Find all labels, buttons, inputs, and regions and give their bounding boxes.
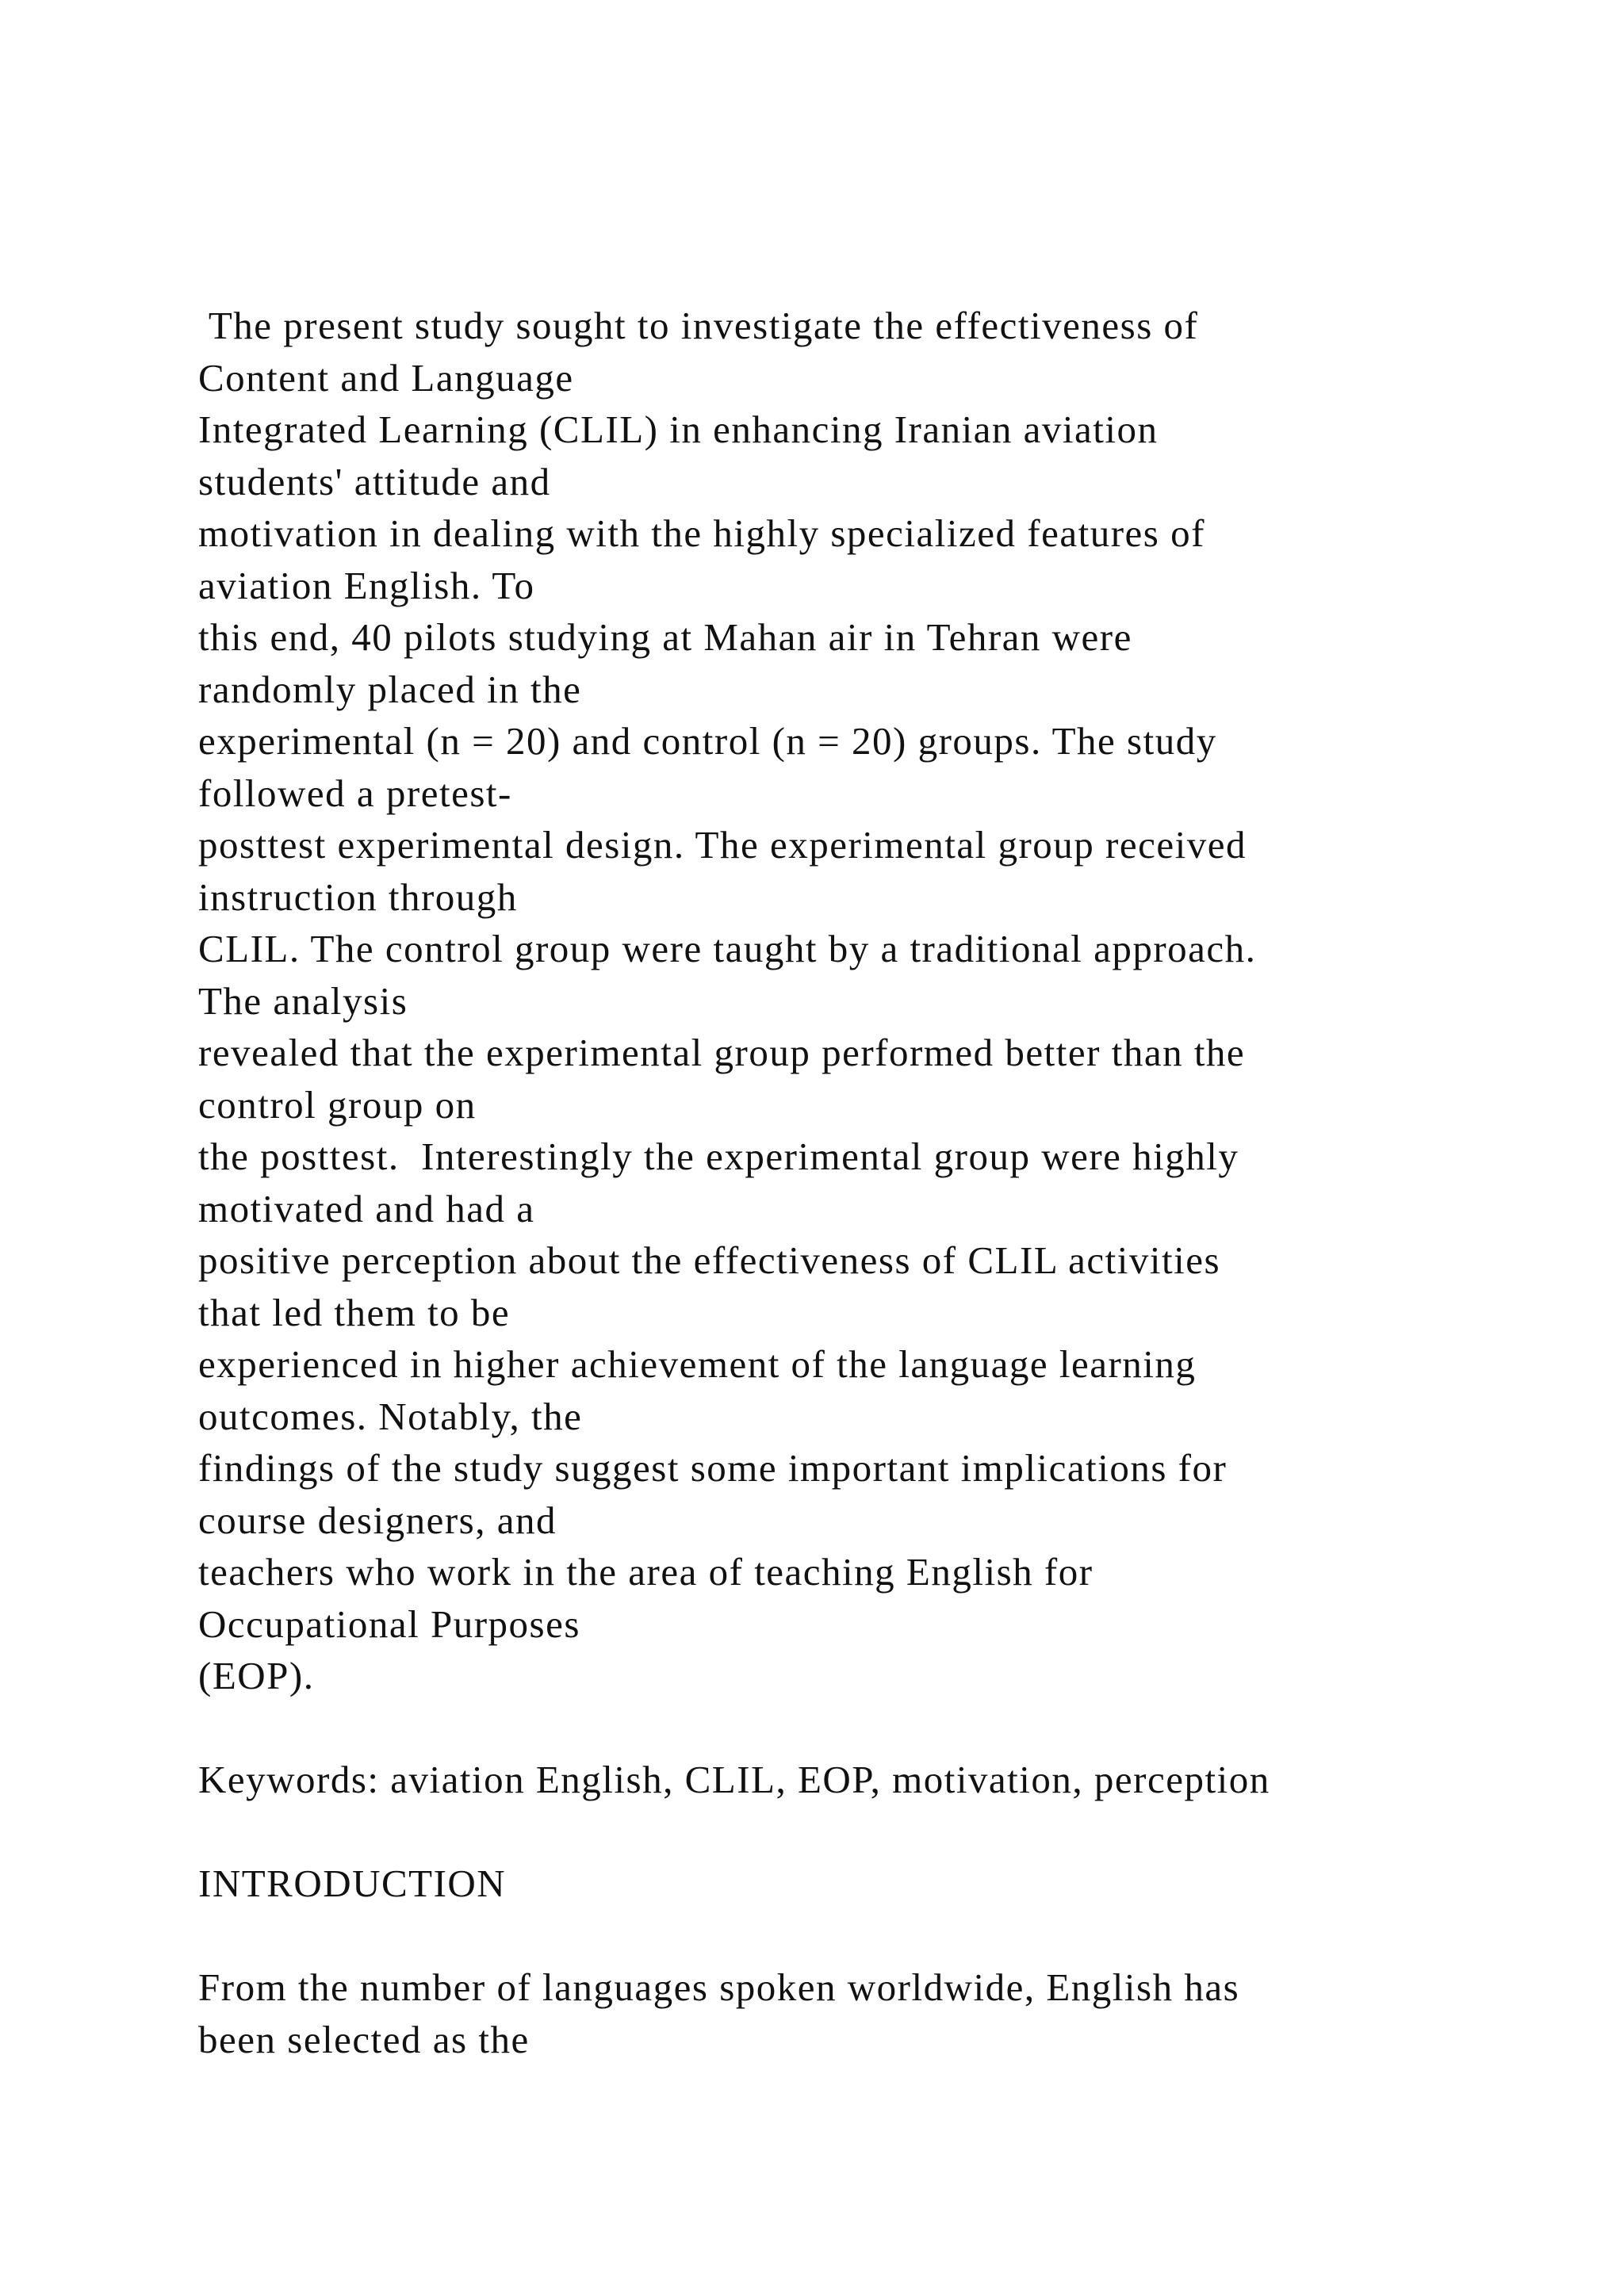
text-line: control group on (198, 1082, 477, 1127)
text-line: From the number of languages spoken worldwide, English has (198, 1965, 1240, 2009)
text-line: (EOP). (198, 1654, 315, 1697)
text-line: randomly placed in the (198, 667, 582, 711)
introduction-paragraph (198, 1961, 1515, 2065)
text-line: findings of the study suggest some important implications for (198, 1446, 1228, 1490)
text-line: positive perception about the effectiveness of CLIL activities (198, 1238, 1221, 1282)
text-line: Occupational Purposes (198, 1601, 580, 1646)
text-line: The present study sought to investigate the effectiveness of (198, 304, 1199, 347)
text-line: instruction through (198, 874, 518, 919)
text-line: this end, 40 pilots studying at Mahan air in Tehran were (198, 615, 1132, 659)
document-body (198, 300, 1515, 2065)
text-line: course designers, and (198, 1498, 557, 1542)
text-line: Content and Language (198, 355, 574, 400)
text-line: CLIL. The control group were taught by a traditional approach. (198, 927, 1257, 970)
text-line: The analysis (198, 978, 408, 1023)
paragraph-gap (198, 1702, 1515, 1755)
section-heading: INTRODUCTION (198, 1862, 507, 1905)
text-line: outcomes. Notably, the (198, 1394, 583, 1438)
paragraph-gap (198, 1910, 1515, 1962)
text-line: Integrated Learning (CLIL) in enhancing Iranian aviation (198, 408, 1159, 451)
text-line: motivated and had a (198, 1186, 535, 1230)
keywords-line: Keywords: aviation English, CLIL, EOP, motivation, perception (198, 1758, 1270, 1801)
text-line: posttest experimental design. The experimental group received (198, 823, 1247, 867)
text-line: aviation English. To (198, 563, 535, 607)
text-line: experimental (n = 20) and control (n = 20) groups. The study (198, 719, 1217, 763)
text-line: the posttest. Interestingly the experimental group were highly (198, 1135, 1239, 1178)
text-line: students' attitude and (198, 459, 551, 503)
text-line: that led them to be (198, 1290, 511, 1334)
text-line: teachers who work in the area of teaching English for (198, 1550, 1094, 1594)
text-line: revealed that the experimental group performed better than the (198, 1031, 1246, 1074)
text-line: been selected as the (198, 2017, 530, 2061)
text-line: experienced in higher achievement of the language learning (198, 1342, 1197, 1386)
text-line: motivation in dealing with the highly specialized features of (198, 511, 1205, 555)
paragraph-gap (198, 1806, 1515, 1858)
abstract-paragraph (198, 300, 1515, 1702)
text-line: followed a pretest- (198, 771, 512, 815)
